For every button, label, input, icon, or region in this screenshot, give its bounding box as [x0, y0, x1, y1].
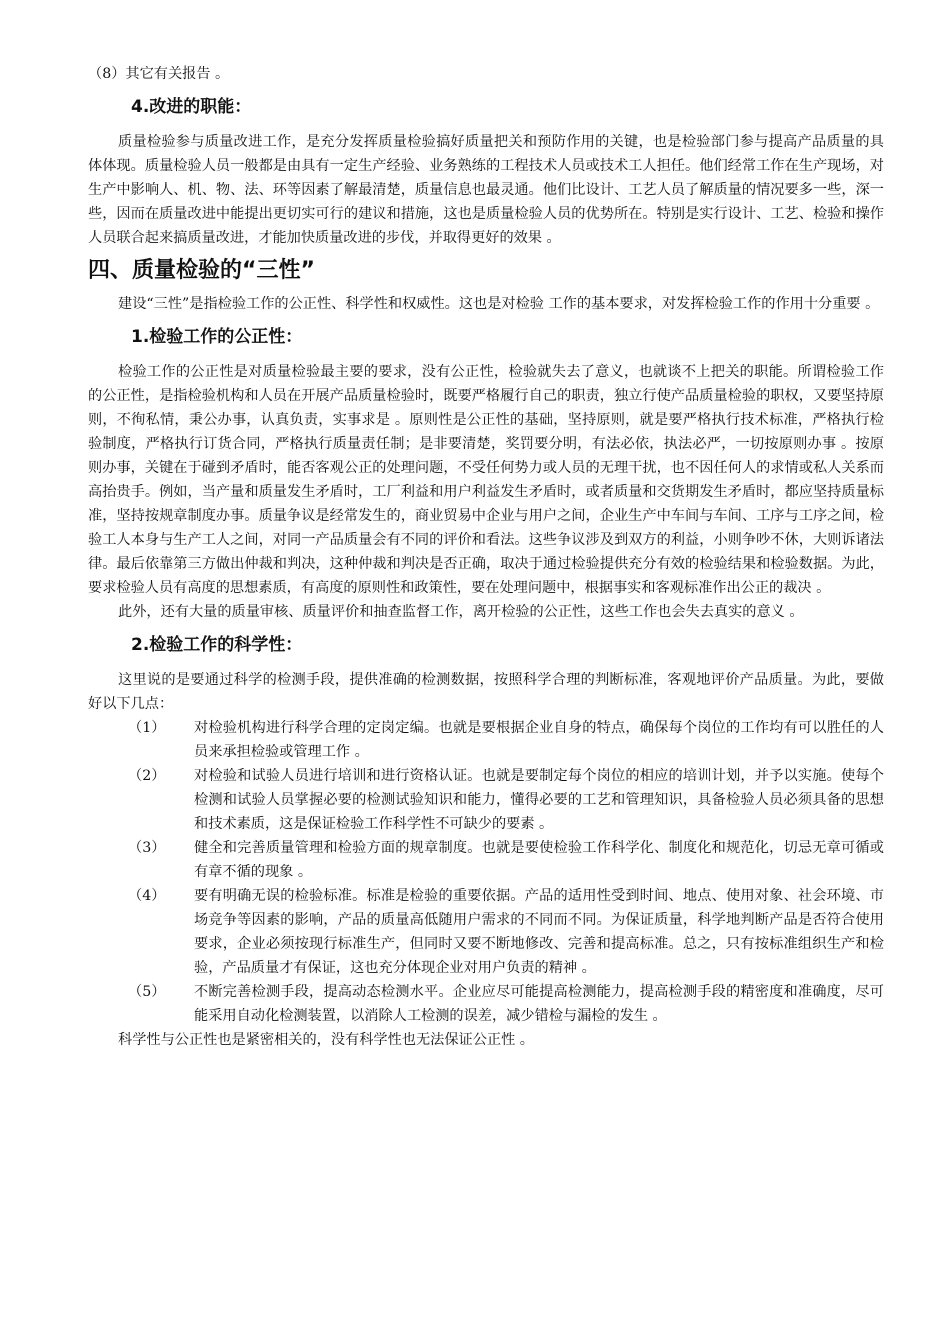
list-item — [88, 884, 884, 980]
subsection-2-intro: 这里说的是要通过科学的检测手段，提供准确的检测数据，按照科学合理的判断标准，客观地评价产品质量。为此，要做好以下几点： — [88, 672, 884, 712]
section-4-paragraph: 质量检验参与质量改进工作，是充分发挥质量检验搞好质量把关和预防作用的关键，也是检验部门参与提高产品质量的具体体现。质量检验人员一般都是由具有一定生产经验、业务熟练的工程技术人员或技术工人担任。他们经常工作在生产现场，对生产中影响人、机、物、法、环等因素了解最清楚，质量信息也最灵通。他们比设计、工艺人员了解质量的情况要多一些，深一些，因而在质量改进中能提出更切实可行的建议和措施，这也是质量检验人员的优势所在。特别是实行设计、工艺、检验和操作人员联合起来搞质量改进，才能加快质量改进的步伐，并取得更好的效果 。 — [88, 134, 884, 246]
subsection-2-title: 2.检验工作的科学性： — [131, 635, 303, 655]
list-item-number: （1） — [128, 720, 166, 736]
part-4-intro: 建设“三性”是指检验工作的公正性、科学性和权威性。这也是对检验 工作的基本要求，对发挥检验工作的作用十分重要 。 — [118, 296, 880, 312]
list-item-text: 健全和完善质量管理和检验方面的规章制度。也就是要使检验工作科学化、制度化和规范化，切忌无章可循或有章不循的现象 。 — [194, 840, 884, 880]
list-item — [88, 980, 884, 1028]
subsection-2-closing: 科学性与公正性也是紧密相关的，没有科学性也无法保证公正性 。 — [118, 1032, 534, 1048]
list-item-number: （4） — [128, 888, 166, 904]
list-item-text: 要有明确无误的检验标准。标准是检验的重要依据。产品的适用性受到时间、地点、使用对象、社会环境、市场竞争等因素的影响，产品的质量高低随用户需求的不同而不同。为保证质量，科学地判断产品是否符合使用要求，企业必须按现行标准生产，但同时又要不断地修改、完善和提高标准。总之，只有按标准组织生产和检验，产品质量才有保证，这也充分体现企业对用户负责的精神 。 — [194, 888, 884, 976]
subsection-1-paragraph-2: 此外，还有大量的质量审核、质量评价和抽查监督工作，离开检验的公正性，这些工作也会失去真实的意义 。 — [118, 604, 804, 620]
list-item-text: 不断完善检测手段，提高动态检测水平。企业应尽可能提高检测能力，提高检测手段的精密度和准确度，尽可能采用自动化检测装置，以消除人工检测的误差，减少错检与漏检的发生 。 — [194, 984, 884, 1024]
list-item-text: 对检验机构进行科学合理的定岗定编。也就是要根据企业自身的特点，确保每个岗位的工作均有可以胜任的人员来承担检验或管理工作 。 — [194, 720, 884, 760]
subsection-1-paragraph-1: 检验工作的公正性是对质量检验最主要的要求，没有公正性，检验就失去了意义，也就谈不上把关的职能。所谓检验工作的公正性，是指检验机构和人员在开展产品质量检验时，既要严格履行自己的职责，独立行使产品质量检验的职权，又要坚持原则，不徇私情，秉公办事，认真负责，实事求是 。原则性是公正性的基础，坚持原则，就是要严格执行技术标准，严格执行检验制度，严格执行订货合同，严格执行质量责任制；是非要清楚，奖罚要分明，有法必依，执法必严，一切按原则办事 。按原则办事，关键在于碰到矛盾时，能否客观公正的处理问题，不受任何势力或人员的无理干扰，也不因任何人的求情或私人关系而高抬贵手。例如，当产量和质量发生矛盾时，工厂利益和用户利益发生矛盾时，或者质量和交货期发生矛盾时，都应坚持质量标准，坚持按规章制度办事。质量争议是经常发生的，商业贸易中企业与用户之间，企业生产中车间与车间、工序与工序之间，检验工人本身与生产工人之间，对同一产品质量会有不同的评价和看法。这些争议涉及到双方的利益，小则争吵不休，大则诉诸法律。最后依靠第三方做出仲裁和判决，这种仲裁和判决是否正确，取决于通过检验提供充分有效的检验结果和检验数据。为此，要求检验人员有高度的思想素质，有高度的原则性和政策性，要在处理问题中，根据事实和客观标准作出公正的裁决 。 — [88, 364, 884, 596]
list-item-number: （5） — [128, 984, 166, 1000]
subsection-1-title: 1.检验工作的公正性： — [131, 327, 303, 347]
document-page — [88, 62, 884, 1052]
list-item-number: （2） — [128, 768, 166, 784]
list-item — [88, 764, 884, 836]
science-requirements-list — [88, 716, 884, 1028]
list-item-text: 对检验和试验人员进行培训和进行资格认证。也就是要制定每个岗位的相应的培训计划，并予以实施。使每个检测和试验人员掌握必要的检测试验知识和能力，懂得必要的工艺和管理知识，具备检验人员必须具备的思想和技术素质，这是保证检验工作科学性不可缺少的要素 。 — [194, 768, 884, 832]
list-item — [88, 716, 884, 764]
part-4-heading: 四、质量检验的“三性” — [88, 258, 315, 283]
list-item — [88, 836, 884, 884]
section-4-title: 4.改进的职能： — [131, 97, 252, 117]
report-item-8: （8）其它有关报告 。 — [88, 66, 230, 82]
list-item-number: （3） — [128, 840, 166, 856]
